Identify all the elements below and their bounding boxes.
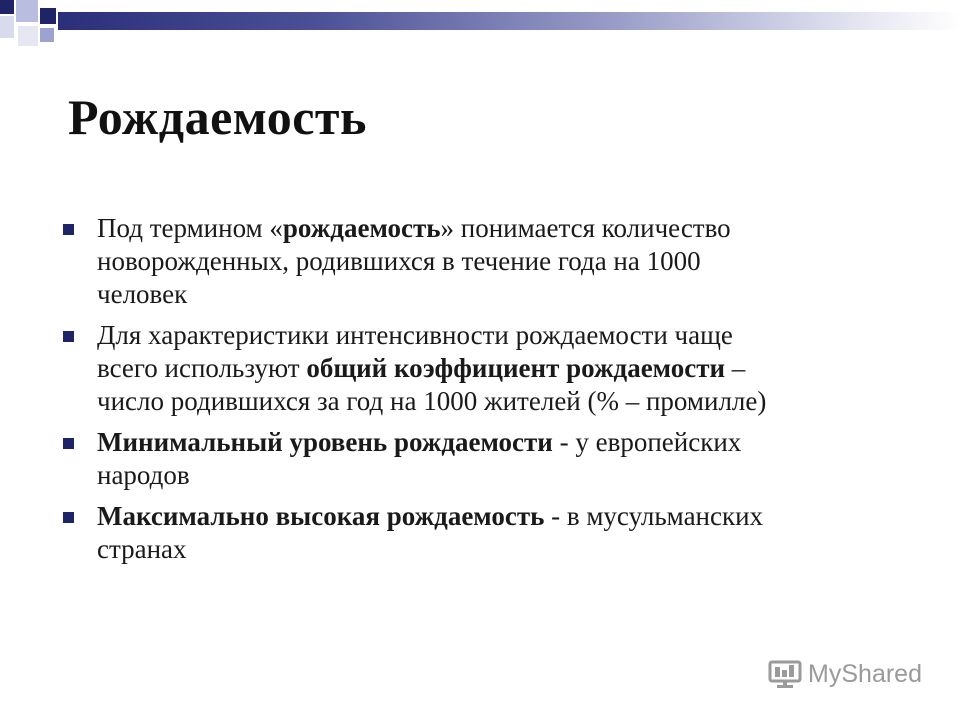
bullet-text: Для характеристики интенсивности рождаемости чаще всего используют общий коэффициент рождаемости – число родившихся за год на 1000 жителей (% – промилле): [97, 320, 767, 416]
bullet-item-coefficient: [60, 319, 920, 418]
bullet-text: Максимально высокая рождаемость - в мусульманских странах: [97, 501, 764, 564]
bullet-item-definition: [60, 212, 920, 311]
bullet-square-icon: [63, 512, 74, 523]
bullet-item-minimum: [60, 426, 920, 492]
slide-title: Рождаемость: [68, 89, 367, 145]
presentation-screen-icon: [768, 659, 802, 689]
header-bar: [58, 12, 960, 30]
bullet-item-maximum: [60, 500, 920, 566]
bullet-text: Под термином «рождаемость» понимается количество новорожденных, родившихся в течение года на 1000 человек: [97, 213, 731, 309]
bullet-text: Минимальный уровень рождаемости - у европейских народов: [97, 427, 742, 490]
bullet-square-icon: [63, 331, 74, 342]
bullet-list: [60, 212, 920, 574]
bullet-square-icon: [63, 224, 74, 235]
bullet-square-icon: [63, 438, 74, 449]
watermark-text: MyShared: [808, 659, 922, 688]
watermark: [768, 656, 922, 692]
